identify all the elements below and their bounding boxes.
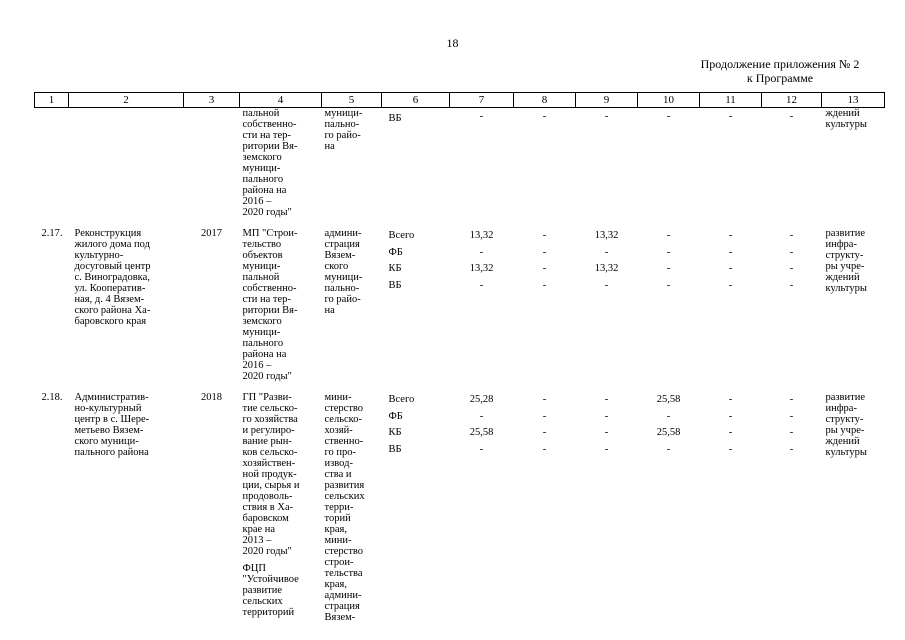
cell-value: - xyxy=(728,246,733,258)
cell-value: - xyxy=(666,279,671,291)
header-cell: 6 xyxy=(382,93,450,108)
cell-year: 2018 xyxy=(201,392,222,403)
cell-source: ФБ xyxy=(388,246,403,258)
cell-value: - xyxy=(728,427,733,438)
cell-value: - xyxy=(666,410,671,422)
header-cell: 13 xyxy=(822,93,885,108)
cell-value: - xyxy=(542,394,547,405)
cell-value: - xyxy=(789,279,794,291)
header-cell: 12 xyxy=(762,93,822,108)
cell-value: - xyxy=(728,263,733,274)
cell-value: - xyxy=(542,111,547,122)
header-cell: 3 xyxy=(184,93,240,108)
cell-value: - xyxy=(479,246,484,258)
cell-value: - xyxy=(479,279,484,291)
cell-value: - xyxy=(604,111,609,122)
cell-value: - xyxy=(789,394,794,405)
cell-goal: ждений культуры xyxy=(825,108,867,130)
cell-number: 2.18. xyxy=(41,392,63,403)
cell-value: - xyxy=(789,427,794,438)
program-table xyxy=(34,92,885,623)
cell-value: 25,58 xyxy=(469,427,494,438)
cell-year: 2017 xyxy=(201,228,222,239)
cell-value: 13,32 xyxy=(469,230,494,241)
cell-goal: развитие инфра- структу- ры учре- ждений культуры xyxy=(825,392,867,458)
table-row xyxy=(35,392,885,623)
appendix-caption-line2: к Программе xyxy=(746,71,814,85)
cell-executor: муници- пально- го райо- на xyxy=(324,108,363,152)
cell-value: - xyxy=(666,443,671,455)
header-cell: 2 xyxy=(69,93,184,108)
cell-value: - xyxy=(728,111,733,122)
cell-source: ВБ xyxy=(388,279,402,291)
cell-program-secondary: ФЦП "Устойчивое развитие сельских территорий xyxy=(242,563,299,618)
cell-value: 25,58 xyxy=(656,427,681,438)
cell-value: - xyxy=(479,443,484,455)
cell-value: - xyxy=(604,394,609,405)
table-header-row xyxy=(35,93,885,108)
header-cell: 10 xyxy=(638,93,700,108)
cell-value: - xyxy=(542,246,547,258)
cell-source: ФБ xyxy=(388,410,403,422)
cell-value: - xyxy=(789,443,794,455)
cell-value: - xyxy=(789,410,794,422)
cell-source: ВБ xyxy=(388,443,402,455)
cell-value: - xyxy=(728,410,733,422)
cell-value: - xyxy=(604,410,609,422)
cell-value: - xyxy=(479,111,484,122)
cell-number: 2.17. xyxy=(41,228,63,239)
cell-value: 13,32 xyxy=(594,263,619,274)
cell-program: пальной собственно- сти на тер- ритории Вя- земского муници- пального района на 2016 – 2020 годы" xyxy=(242,108,298,218)
cell-object: Реконструкция жилого дома под культурно- досуговый центр с. Виноградовка, ул. Кооператив- ная, д. 4 Вязем- ского района Ха- баровского края xyxy=(74,228,151,327)
cell-value: - xyxy=(666,230,671,241)
cell-program: ГП "Разви- тие сельско- го хозяйства и регулиро- вание рын- ков сельско- хозяйствен- ной продук- ции, сырья и продоволь- ствия в Ха- баровском крае на 2013 – 2020 годы" xyxy=(242,392,300,557)
cell-source: Всего xyxy=(388,230,415,241)
cell-value: - xyxy=(789,246,794,258)
header-cell: 9 xyxy=(576,93,638,108)
table-row-continuation xyxy=(35,108,885,219)
header-cell: 7 xyxy=(450,93,514,108)
cell-program: МП "Строи- тельство объектов муници- пальной собственно- сти на тер- ритории Вя- земского муници- пального района на 2016 – 2020 годы" xyxy=(242,228,298,382)
cell-value: - xyxy=(604,443,609,455)
cell-executor: админи- страция Вязем- ского муници- пально- го райо- на xyxy=(324,228,363,316)
cell-value: - xyxy=(728,230,733,241)
cell-value: 25,58 xyxy=(656,394,681,405)
cell-value: - xyxy=(542,410,547,422)
header-cell: 11 xyxy=(700,93,762,108)
table-row xyxy=(35,228,885,382)
cell-value: - xyxy=(542,443,547,455)
cell-value: - xyxy=(542,263,547,274)
cell-source: КБ xyxy=(388,263,402,274)
cell-value: - xyxy=(728,394,733,405)
appendix-caption xyxy=(660,57,900,85)
header-cell: 5 xyxy=(322,93,382,108)
header-cell: 4 xyxy=(240,93,322,108)
cell-value: - xyxy=(604,279,609,291)
cell-value: - xyxy=(789,111,794,122)
appendix-caption-line1: Продолжение приложения № 2 xyxy=(700,57,860,71)
cell-executor: мини- стерство сельско- хозяй- ственно- го про- извод- ства и развития сельских терри- торий края, мини- стерство строи- тельства края, админи- страция Вязем- xyxy=(324,392,365,623)
cell-value: 13,32 xyxy=(594,230,619,241)
cell-value: - xyxy=(542,230,547,241)
header-cell: 8 xyxy=(514,93,576,108)
cell-value: - xyxy=(666,263,671,274)
cell-value: - xyxy=(666,111,671,122)
page-number: 18 xyxy=(446,36,459,50)
cell-source: ВБ xyxy=(388,113,402,124)
cell-value: - xyxy=(604,246,609,258)
cell-goal: развитие инфра- структу- ры учре- ждений культуры xyxy=(825,228,867,294)
header-cell: 1 xyxy=(35,93,69,108)
cell-source: КБ xyxy=(388,427,402,438)
cell-value: - xyxy=(789,230,794,241)
cell-value: - xyxy=(728,443,733,455)
cell-value: 13,32 xyxy=(469,263,494,274)
cell-value: - xyxy=(728,279,733,291)
cell-source: Всего xyxy=(388,394,415,405)
cell-value: - xyxy=(479,410,484,422)
cell-object: Административ- но-культурный центр в с. Шере- метьево Вязем- ского муници- пального района xyxy=(74,392,150,458)
cell-value: - xyxy=(604,427,609,438)
cell-value: - xyxy=(666,246,671,258)
cell-value: - xyxy=(789,263,794,274)
cell-value: - xyxy=(542,279,547,291)
cell-value: - xyxy=(542,427,547,438)
cell-value: 25,28 xyxy=(469,394,494,405)
